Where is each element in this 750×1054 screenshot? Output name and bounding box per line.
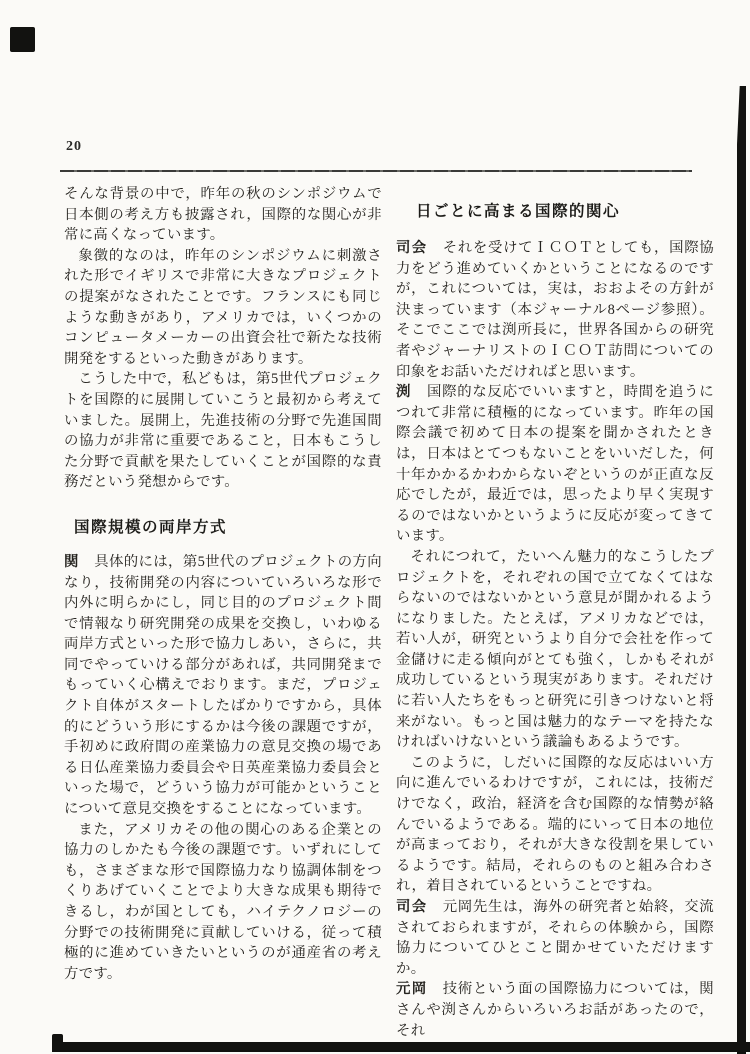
right-column [396, 184, 714, 1041]
paragraph: また，アメリカその他の関心のある企業との協力のしかたも今後の課題です。いずれにしても，さまざまな形で国際協力なり協調体制をつくりあげていくことでより大きな成果も期待できるし，わが国としても，ハイテクノロジーの分野での技術開発に貢献していける，従って積極的に進めていきたいというのが通産省の考え方です。 [64, 821, 382, 982]
paragraph: こうした中で，私どもは，第5世代プロジェクトを国際的に展開していこうと最初から考えていました。展開上，先進技術の分野で先進国間の協力が非常に重要であること，日本もこうした分野で貢献を果たしていくことが国際的な責務だという発想からです。 [64, 371, 382, 491]
speaker-name: 渕 [396, 384, 412, 401]
scan-artifact-bottom-left [52, 1034, 63, 1052]
scan-artifact-top-left [10, 27, 35, 52]
left-column [64, 184, 382, 984]
speaker-name: 元岡 [396, 981, 428, 998]
page-number: 20 [66, 139, 82, 154]
scan-artifact-bottom-edge [52, 1042, 750, 1052]
paragraph: 元岡 技術という面の国際協力については，関さんや渕さんからいろいろお話があったので，それ [396, 981, 714, 1039]
paragraph: それにつれて，たいへん魅力的なこうしたプロジェクトを，それぞれの国で立てなくてはならないのではないかという意見が聞かれるようになりました。たとえば，アメリカなどでは，若い人が，研究というより自分で会社を作って金儲けに走る傾向がとても強く，しかもそれが成功しているという現実があります。それだけに若い人たちをもっと研究に引きつけないと将来がない。もっと国は魅力的なテーマを持たなければいけないという議論もあるようです。 [396, 548, 714, 751]
paragraph: 渕 国際的な反応でいいますと，時間を追うにつれて非常に積極的になっています。昨年の国際会議で初めて日本の提案を聞かされたときは，日本はとてつもないことをいいだした，何十年かかるかわからないぞというのが正直な反応でしたが，最近では，思ったより早く実現するのではないかというように反応が変ってきています。 [396, 384, 714, 545]
section-heading: 日ごとに高まる国際的関心 [416, 203, 621, 220]
header-rule [60, 170, 692, 172]
paragraph: 関 具体的には，第5世代のプロジェクトの方向なり，技術開発の内容についていろいろな形で内外に明らかにし，同じ目的のプロジェクト間で情報なり研究開発の成果を交換し，いわゆる両岸方式といった形で協力しあい，さらに，共同でやっていける部分があれば，共同開発までもっていく心構えでおります。まだ，プロジェクト自体がスタートしたばかりですから，具体的にどういう形にするかは今後の課題ですが，手初めに政府間の産業協力の意見交換の場である日仏産業協力委員会や日英産業協力委員会といった場で，どういう協力が可能かということについて意見交換をすることになっています。 [64, 553, 382, 818]
paragraph: 司会 元岡先生は，海外の研究者と始終，交流されておられますが，それらの体験から，国際協力についてひとこと聞かせていただけますか。 [396, 899, 714, 977]
speaker-name: 司会 [396, 899, 428, 915]
two-column-text [64, 184, 714, 1041]
speaker-name: 司会 [396, 240, 428, 256]
speaker-name: 関 [64, 553, 80, 570]
scan-artifact-right-edge [737, 86, 746, 1054]
section-heading: 国際規模の両岸方式 [74, 518, 228, 536]
paragraph: このように，しだいに国際的な反応はいい方向に進んでいるわけですが，これには，技術だけでなく，政治，経済を含む国際的な情勢が絡んでいるようである。端的にいって日本の地位が高まっており，それが大きな役割を果しているようです。結局，それらのものと組み合わされ，着目されているということですね。 [396, 754, 714, 895]
paragraph: 象徴的なのは，昨年のシンポジウムに刺激された形でイギリスで非常に大きなプロジェクトの提案がなされたことです。フランスにも同じような動きがあり，アメリカでは，いくつかのコンピュータメーカーの出資会社で新たな技術開発をするといった動きがあります。 [64, 247, 382, 367]
paragraph: 司会 それを受けてＩＣＯＴとしても，国際協力をどう進めていくかということになるのですが，これについては，実は，おおよその方針が決まっています（本ジャーナル8ページ参照）。そこでここでは渕所長に，世界各国からの研究者やジャーナリストのＩＣＯＴ訪問についての印象をお話いただければと思います。 [396, 240, 714, 380]
paragraph: そんな背景の中で，昨年の秋のシンポジウムで日本側の考え方も披露され，国際的な関心が非常に高くなっています。 [64, 186, 382, 244]
